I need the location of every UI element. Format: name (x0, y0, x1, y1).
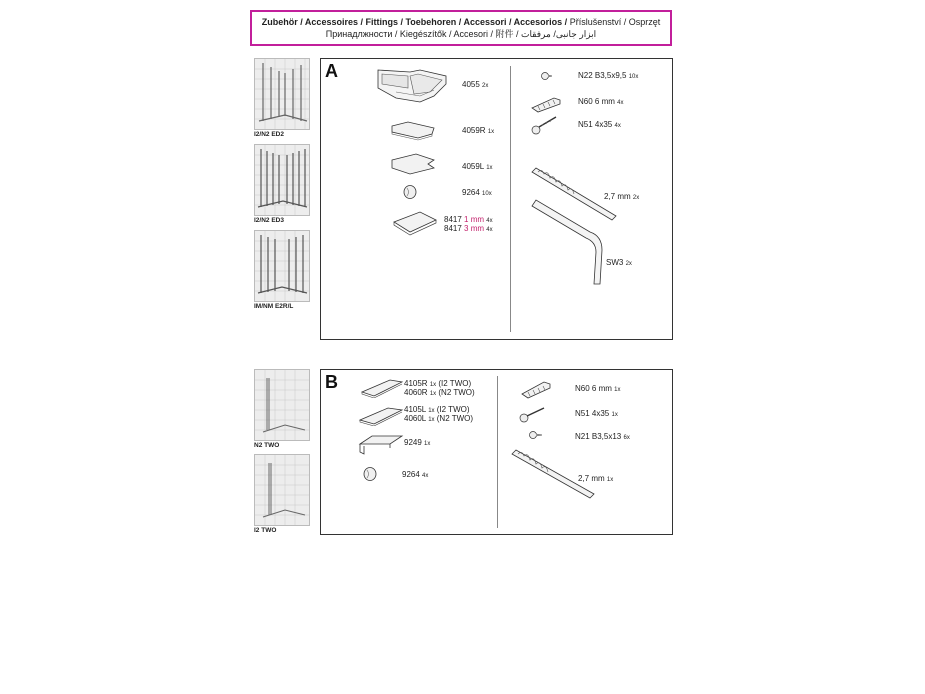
part-qty: 2x (632, 195, 640, 201)
label-9264 (462, 188, 492, 197)
cap-9264-icon (362, 466, 378, 482)
part-qty: 10x (482, 191, 492, 197)
part-qty: 1x (429, 391, 437, 397)
part-qty: 6x (623, 435, 630, 441)
part-code: 8417 (444, 215, 462, 224)
part-note: (N2 TWO) (436, 414, 474, 423)
part-qty: 1x (606, 477, 614, 483)
shower-enclosure-image (255, 231, 309, 301)
bracket-9249-icon (358, 432, 404, 456)
part-code: 4105L (404, 405, 426, 414)
part-code: N22 B3,5x9,5 (578, 71, 627, 80)
profile-4105l-icon (358, 404, 404, 426)
thumb-label: I2 TWO (254, 527, 277, 534)
part-code: 9249 (404, 438, 422, 447)
label-4055 (462, 80, 488, 89)
part-qty: 1x (428, 417, 435, 423)
label-n51 (578, 120, 621, 129)
screw-n21-icon (528, 428, 544, 442)
thumb-label: I2/N2 ED3 (254, 217, 284, 224)
thumb-imnm-e2r (254, 230, 310, 302)
screw-n51-icon (518, 404, 548, 424)
dowel-n60-icon (530, 94, 564, 114)
cap-9264-icon (402, 184, 418, 200)
label-n60 (578, 97, 623, 106)
label-9249 (404, 438, 430, 447)
label-9264-b (402, 470, 428, 479)
label-drill (604, 192, 639, 201)
hex-key-sw3-icon (530, 198, 608, 288)
shower-enclosure-image (255, 370, 309, 440)
label-4105r (404, 379, 471, 388)
part-code: 4105R (404, 379, 428, 388)
thumb-i2-two (254, 454, 310, 526)
label-n22 (578, 71, 638, 80)
label-4060l (404, 414, 473, 423)
part-code: 4059R (462, 126, 486, 135)
header-line1-rest: Příslušenství / Osprzęt (567, 17, 661, 27)
part-qty: 4x (486, 218, 493, 224)
part-qty: 1x (428, 408, 435, 414)
panel-b-letter: B (325, 372, 338, 392)
panel-a-divider (510, 66, 511, 332)
label-4105l (404, 405, 470, 414)
part-size: 1 mm (464, 215, 485, 224)
profile-4105r-icon (360, 376, 404, 398)
panel-a-letter: A (325, 61, 338, 81)
part-qty: 1x (611, 412, 618, 418)
part-code: 2,7 mm (604, 192, 631, 201)
label-8417-1mm (444, 215, 493, 224)
part-qty: 1x (487, 129, 495, 135)
plate-4059r-icon (388, 118, 440, 142)
shower-enclosure-image (255, 59, 309, 129)
part-code: 2,7 mm (578, 474, 605, 483)
part-qty: 1x (424, 441, 431, 447)
part-code: N51 4x35 (575, 409, 610, 418)
part-code: 9264 (402, 470, 420, 479)
thumb-label: I2/N2 ED2 (254, 131, 284, 138)
screw-n22-icon (540, 70, 554, 82)
part-size: 3 mm (464, 224, 485, 233)
part-code: 4060L (404, 414, 426, 423)
part-qty: 4x (614, 123, 621, 129)
part-qty: 1x (486, 165, 493, 171)
part-code: N60 6 mm (578, 97, 615, 106)
thumb-i2n2-ed2 (254, 58, 310, 130)
part-code: 8417 (444, 224, 462, 233)
label-4059r (462, 126, 494, 135)
label-n60-b (575, 384, 620, 393)
panel-b-divider (497, 376, 498, 528)
label-drill-b (578, 474, 613, 483)
shower-enclosure-image (255, 145, 309, 215)
spacer-plate-8417-icon (390, 208, 440, 238)
part-code: N60 6 mm (575, 384, 612, 393)
part-code: 4060R (404, 388, 428, 397)
part-code: N51 4x35 (578, 120, 613, 129)
header-line2: Принадлжности / Kiegészítők / Accesori / 附件 / ابزار جانبی/ مرفقات (325, 29, 597, 39)
part-code: 9264 (462, 188, 480, 197)
part-qty: 1x (614, 387, 621, 393)
corner-profile-4055-icon (374, 66, 450, 106)
part-qty: 10x (628, 74, 639, 80)
part-qty: 4x (422, 473, 429, 479)
part-qty: 4x (486, 227, 493, 233)
part-qty: 1x (429, 382, 437, 388)
part-code: 4059L (462, 162, 484, 171)
part-qty: 4x (617, 100, 624, 106)
screw-n51-icon (530, 114, 560, 136)
label-4059l (462, 162, 493, 171)
part-note: (N2 TWO) (438, 388, 475, 397)
label-8417-3mm (444, 224, 493, 233)
part-qty: 2x (625, 261, 632, 267)
header-line1-bold: Zubehör / Accessoires / Fittings / Toebehoren / Accessori / Accesorios / (261, 17, 568, 27)
part-note: (I2 TWO) (438, 379, 472, 388)
part-code: N21 B3,5x13 (575, 432, 622, 441)
part-code: 4055 (462, 80, 480, 89)
part-qty: 2x (482, 83, 489, 89)
shower-enclosure-image (255, 455, 309, 525)
thumb-i2n2-ed3 (254, 144, 310, 216)
label-4060r (404, 388, 475, 397)
part-code: SW3 (606, 258, 624, 267)
thumb-label: IM/NM E2R/L (254, 303, 294, 310)
accessories-header (250, 10, 672, 46)
thumb-label: N2 TWO (254, 442, 280, 449)
label-n21-b (575, 432, 630, 441)
thumb-n2-two (254, 369, 310, 441)
plate-4059l-icon (388, 150, 440, 178)
dowel-n60-icon (520, 378, 554, 400)
label-sw3 (606, 258, 632, 267)
label-n51-b (575, 409, 618, 418)
part-note: (I2 TWO) (436, 405, 470, 414)
